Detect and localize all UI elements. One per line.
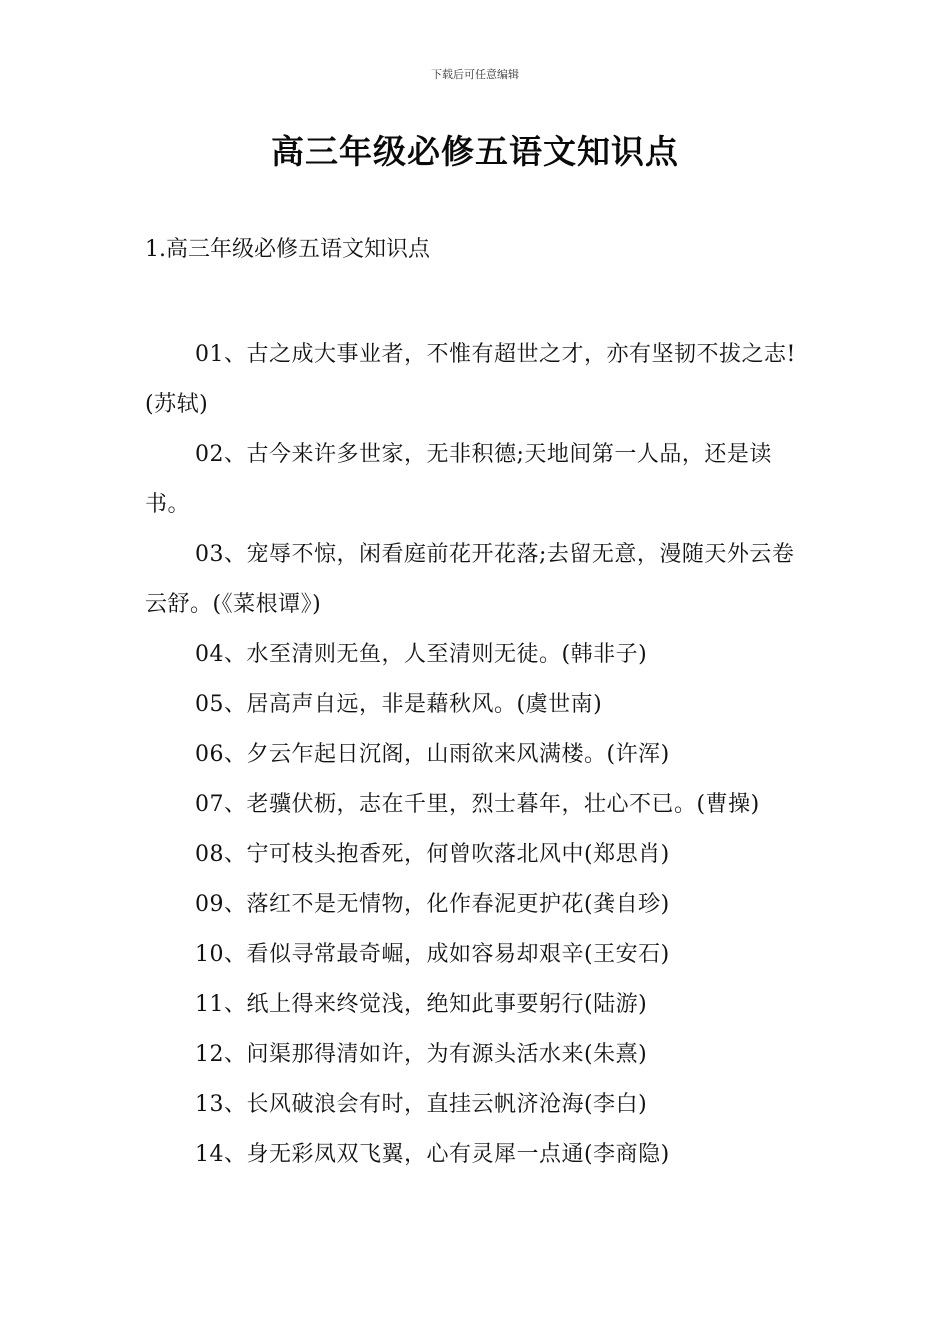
section-heading: 1.高三年级必修五语文知识点: [145, 237, 430, 262]
header-note: 下载后可任意编辑: [431, 68, 519, 81]
quote-paragraph: 01、古之成大事业者，不惟有超世之才，亦有坚韧不拔之志!(苏轼): [145, 342, 796, 417]
document-title: 高三年级必修五语文知识点: [271, 132, 679, 171]
quote-paragraph: 13、长风破浪会有时，直挂云帆济沧海(李白): [195, 1092, 648, 1117]
quote-paragraph: 06、夕云乍起日沉阁，山雨欲来风满楼。(许浑): [195, 742, 670, 767]
quote-paragraph: 12、问渠那得清如许，为有源头活水来(朱熹): [195, 1042, 648, 1067]
quote-paragraph: 14、身无彩凤双飞翼，心有灵犀一点通(李商隐): [195, 1142, 670, 1167]
quote-paragraph: 08、宁可枝头抱香死，何曾吹落北风中(郑思肖): [195, 842, 670, 867]
quote-paragraph: 02、古今来许多世家，无非积德;天地间第一人品，还是读书。: [145, 442, 772, 517]
quote-paragraph: 04、水至清则无鱼，人至清则无徒。(韩非子): [195, 642, 648, 667]
quote-paragraph: 03、宠辱不惊，闲看庭前花开花落;去留无意，漫随天外云卷云舒。(《菜根谭》): [145, 542, 795, 617]
quote-paragraph: 05、居高声自远，非是藉秋风。(虞世南): [195, 692, 603, 717]
quote-paragraph: 11、纸上得来终觉浅，绝知此事要躬行(陆游): [195, 992, 648, 1017]
quote-paragraph: 09、落红不是无情物，化作春泥更护花(龚自珍): [195, 892, 670, 917]
quote-list: [145, 330, 810, 1180]
quote-paragraph: 07、老骥伏枥，志在千里，烈士暮年，壮心不已。(曹操): [195, 792, 760, 817]
quote-paragraph: 10、看似寻常最奇崛，成如容易却艰辛(王安石): [195, 942, 670, 967]
